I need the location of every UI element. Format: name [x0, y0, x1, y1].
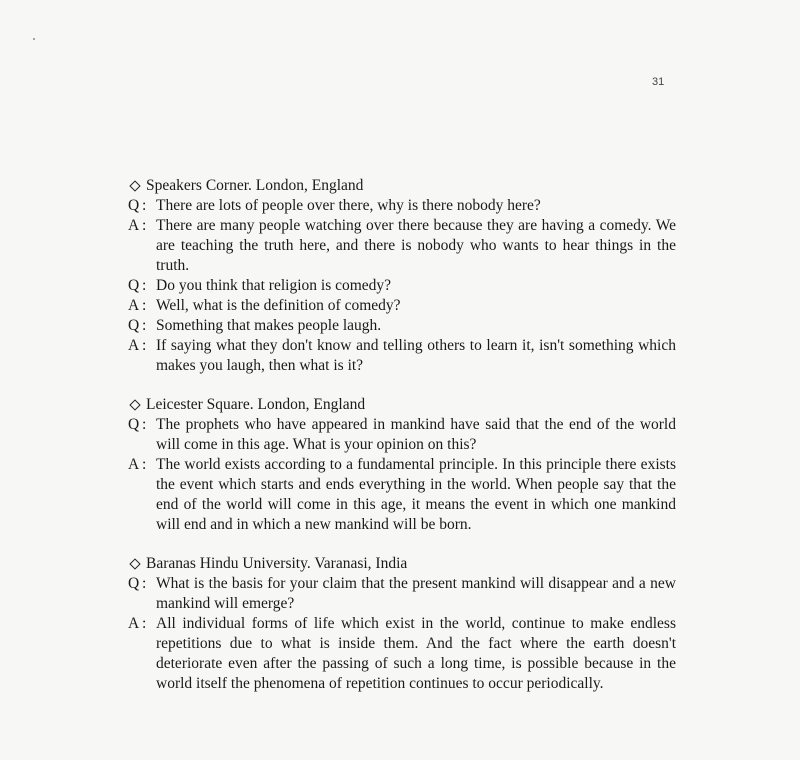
- page-number: 31: [652, 76, 665, 88]
- qa-text: If saying what they don't know and telling others to learn it, isn't something which makes you laugh, then what is it?: [156, 337, 676, 374]
- answer-row: A : The world exists according to a fundamental principle. In this principle there exists the event which starts and ends everything in the world. When people say that the end of the world will come in this age, it means the event in which one mankind will end and in which a new mankind will be born.: [128, 456, 676, 533]
- qa-label: A: [128, 297, 140, 314]
- section-baranas-hindu-university: [128, 554, 676, 694]
- qa-text: What is the basis for your claim that the present mankind will disappear and a new mankind will emerge?: [156, 575, 676, 612]
- location-heading: [128, 554, 676, 574]
- qa-label: Q: [128, 197, 140, 214]
- question-row: Q : Do you think that religion is comedy?: [128, 277, 392, 294]
- qa-text: Do you think that religion is comedy?: [156, 277, 392, 294]
- question-row: Q : There are lots of people over there, why is there nobody here?: [128, 197, 541, 214]
- qa-text: Well, what is the definition of comedy?: [156, 297, 401, 314]
- scan-speck: [33, 38, 35, 40]
- answer-row: A : If saying what they don't know and telling others to learn it, isn't something which makes you laugh, then what is it?: [128, 337, 676, 374]
- qa-label: A: [128, 456, 140, 473]
- qa-label: Q: [128, 317, 140, 334]
- qa-label: A: [128, 217, 140, 234]
- qa-text: There are lots of people over there, why is there nobody here?: [156, 197, 541, 214]
- qa-label: Q: [128, 416, 140, 433]
- location-label: Leicester Square. London, England: [146, 396, 366, 413]
- location-heading: [128, 395, 676, 415]
- question-row: Q : Something that makes people laugh.: [128, 317, 382, 334]
- diamond-bullet-icon: [129, 558, 140, 569]
- question-row: Q : What is the basis for your claim that the present mankind will disappear and a new mankind will emerge?: [128, 575, 676, 612]
- qa-text: The prophets who have appeared in mankind have said that the end of the world will come in this age. What is your opinion on this?: [156, 416, 676, 453]
- answer-row: A : Well, what is the definition of comedy?: [128, 297, 401, 314]
- diamond-bullet-icon: [129, 399, 140, 410]
- question-row: Q : The prophets who have appeared in mankind have said that the end of the world will come in this age. What is your opinion on this?: [128, 416, 676, 453]
- section-speakers-corner: [128, 176, 676, 376]
- qa-label: A: [128, 337, 140, 354]
- qa-text: There are many people watching over there because they are having a comedy. We are teaching the truth here, and there is nobody who wants to hear things in the truth.: [156, 217, 676, 274]
- interview-content: [128, 176, 676, 713]
- answer-row: A : All individual forms of life which exist in the world, continue to make endless repetitions due to what is inside them. And the fact where the earth doesn't deteriorate even after the passing of such a long time, is possible because in the world itself the phenomena of repetition continues to occur periodically.: [128, 615, 676, 692]
- location-heading: [128, 176, 676, 196]
- qa-label: A: [128, 615, 140, 632]
- answer-row: A : There are many people watching over there because they are having a comedy. We are teaching the truth here, and there is nobody who wants to hear things in the truth.: [128, 217, 676, 274]
- diamond-bullet-icon: [129, 180, 140, 191]
- qa-label: Q: [128, 277, 140, 294]
- location-label: Speakers Corner. London, England: [146, 177, 364, 194]
- qa-label: Q: [128, 575, 140, 592]
- qa-text: All individual forms of life which exist in the world, continue to make endless repetitions due to what is inside them. And the fact where the earth doesn't deteriorate even after the passing of such a long time, is possible because in the world itself the phenomena of repetition continues to occur periodically.: [156, 615, 676, 692]
- location-label: Baranas Hindu University. Varanasi, India: [146, 555, 408, 572]
- qa-text: Something that makes people laugh.: [156, 317, 382, 334]
- section-leicester-square: [128, 395, 676, 535]
- qa-text: The world exists according to a fundamental principle. In this principle there exists the event which starts and ends everything in the world. When people say that the end of the world will come in this age, it means the event in which one mankind will end and in which a new mankind will be born.: [156, 456, 676, 533]
